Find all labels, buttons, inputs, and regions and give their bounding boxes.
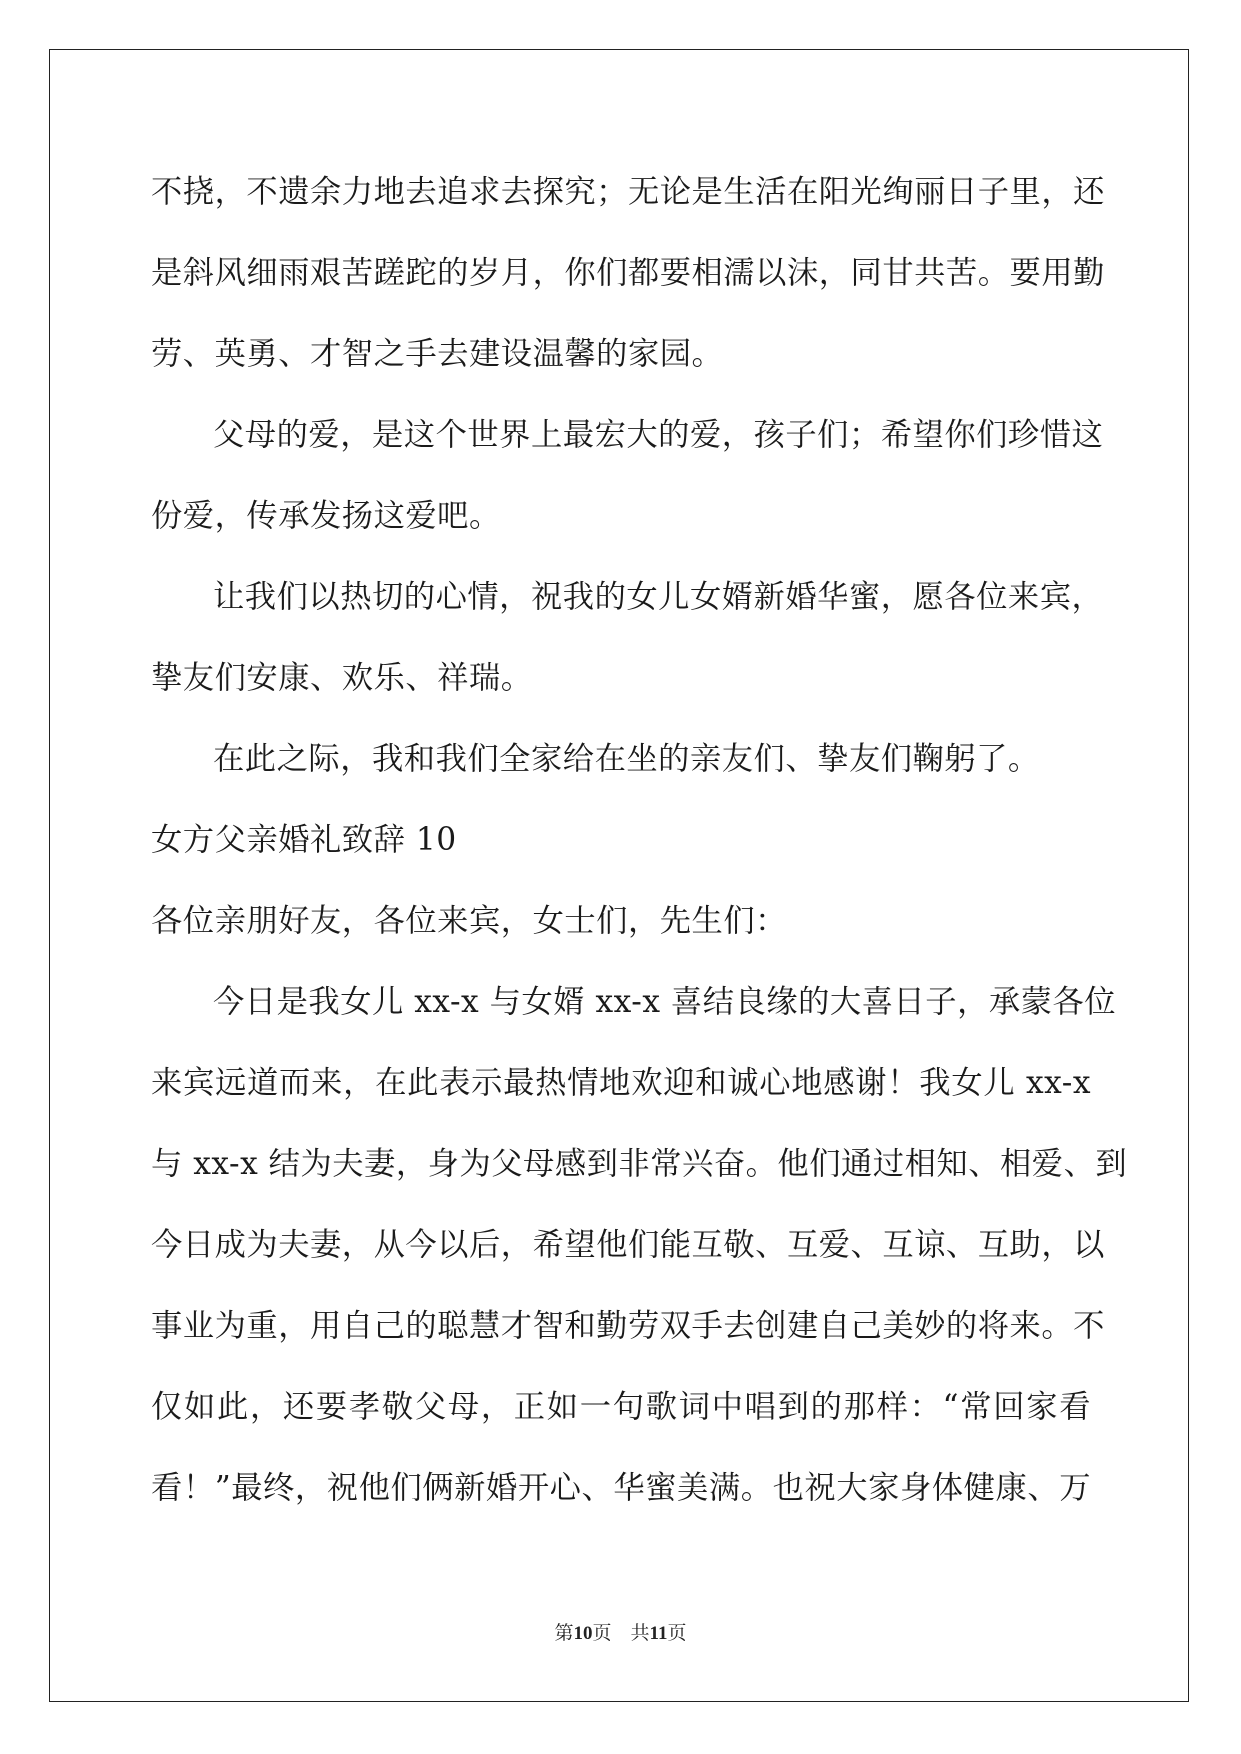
paragraph-line: 劳、英勇、才智之手去建设温馨的家园。 [151, 336, 724, 372]
paragraph-line: 仅如此，还要孝敬父母，正如一句歌词中唱到的那样：“常回家看 [151, 1389, 1091, 1425]
footer-total-pages: 11 [649, 1623, 668, 1644]
paragraph-line: 在此之际，我和我们全家给在坐的亲友们、挚友们鞠躬了。 [213, 741, 1040, 777]
paragraph-line: 不挠，不遗余力地去追求去探究；无论是生活在阳光绚丽日子里，还 [151, 174, 1105, 210]
paragraph-line: 看！”最终，祝他们俩新婚开心、华蜜美满。也祝大家身体健康、万 [151, 1470, 1091, 1506]
salutation: 各位亲朋好友，各位来宾，女士们，先生们： [151, 903, 787, 939]
paragraph-line: 事业为重，用自己的聪慧才智和勤劳双手去创建自己美妙的将来。不 [151, 1308, 1105, 1344]
page-footer [0, 1620, 1241, 1647]
paragraph-line: 挚友们安康、欢乐、祥瑞。 [151, 660, 533, 696]
paragraph-line: 今日成为夫妻，从今以后，希望他们能互敬、互爱、互谅、互助，以 [151, 1227, 1105, 1263]
paragraph-line: 份爱，传承发扬这爱吧。 [151, 498, 501, 534]
paragraph-line: 让我们以热切的心情，祝我的女儿女婿新婚华蜜，愿各位来宾， [213, 579, 1104, 615]
footer-page-suffix: 页 [667, 1622, 687, 1644]
paragraph-line: 父母的爱，是这个世界上最宏大的爱，孩子们；希望你们珍惜这 [213, 417, 1104, 453]
section-heading: 女方父亲婚礼致辞 10 [151, 822, 457, 858]
footer-page-mid: 页 共 [592, 1622, 650, 1644]
footer-current-page: 10 [573, 1623, 593, 1644]
paragraph-line: 今日是我女儿 xx-x 与女婿 xx-x 喜结良缘的大喜日子，承蒙各位 [213, 984, 1117, 1020]
document-body [151, 152, 1128, 1529]
paragraph-line: 是斜风细雨艰苦蹉跎的岁月，你们都要相濡以沫，同甘共苦。要用勤 [151, 255, 1105, 291]
paragraph-line: 来宾远道而来，在此表示最热情地欢迎和诚心地感谢！我女儿 xx-x [151, 1065, 1091, 1101]
footer-page-prefix: 第 [554, 1622, 574, 1644]
paragraph-line: 与 xx-x 结为夫妻，身为父母感到非常兴奋。他们通过相知、相爱、到 [151, 1146, 1128, 1182]
